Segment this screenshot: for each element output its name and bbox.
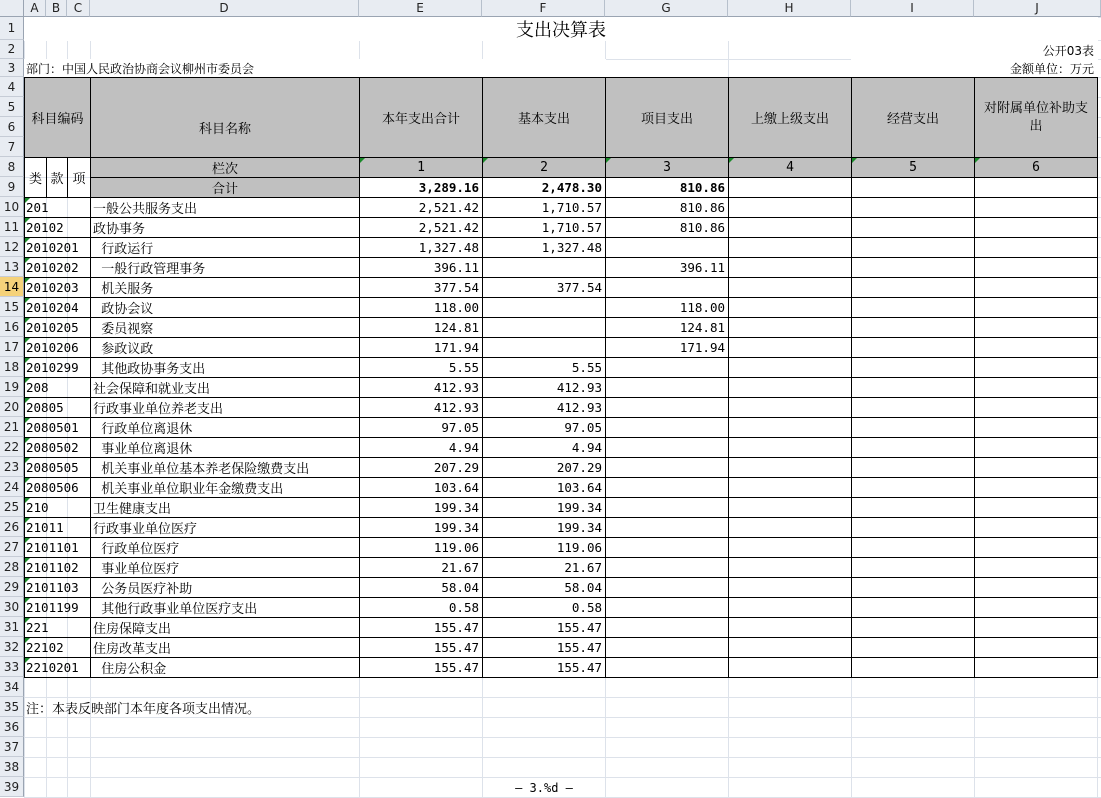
amount-basic: 0.58 bbox=[482, 597, 606, 618]
empty-cell bbox=[974, 297, 1098, 318]
amount-basic: 155.47 bbox=[482, 637, 606, 658]
empty-cell bbox=[728, 417, 852, 438]
form-code: 公开03表 bbox=[851, 40, 1098, 60]
subject-name: 一般行政管理事务 bbox=[90, 257, 360, 278]
row-header[interactable]: 7 bbox=[0, 137, 24, 157]
amount-project bbox=[605, 497, 729, 518]
subject-code: 2010202 bbox=[24, 257, 91, 278]
empty-cell bbox=[974, 437, 1098, 458]
empty-cell bbox=[974, 577, 1098, 598]
gridline-horizontal bbox=[24, 737, 1101, 738]
column-header[interactable]: I bbox=[851, 0, 974, 17]
empty-cell bbox=[974, 557, 1098, 578]
empty-cell bbox=[728, 377, 852, 398]
subject-code: 21011 bbox=[24, 517, 91, 538]
empty-cell bbox=[851, 437, 975, 458]
subject-code: 20805 bbox=[24, 397, 91, 418]
amount-basic: 1,710.57 bbox=[482, 217, 606, 238]
empty-cell bbox=[851, 557, 975, 578]
empty-cell bbox=[974, 637, 1098, 658]
amount-total: 155.47 bbox=[359, 657, 483, 678]
empty-cell bbox=[851, 497, 975, 518]
empty-cell bbox=[728, 517, 852, 538]
row-header[interactable]: 6 bbox=[0, 117, 24, 137]
amount-project bbox=[605, 277, 729, 298]
empty-cell bbox=[851, 237, 975, 258]
amount-basic: 97.05 bbox=[482, 417, 606, 438]
empty-cell bbox=[974, 217, 1098, 238]
amount-basic: 119.06 bbox=[482, 537, 606, 558]
subject-code: 2101199 bbox=[24, 597, 91, 618]
subject-name: 政协会议 bbox=[90, 297, 360, 318]
subject-code: 2010205 bbox=[24, 317, 91, 338]
amount-project bbox=[605, 477, 729, 498]
row-header[interactable]: 9 bbox=[0, 177, 24, 197]
empty-cell bbox=[728, 637, 852, 658]
empty-cell bbox=[728, 337, 852, 358]
subject-code: 201 bbox=[24, 197, 91, 218]
subject-code: 221 bbox=[24, 617, 91, 638]
amount-basic bbox=[482, 257, 606, 278]
subject-code: 2101101 bbox=[24, 537, 91, 558]
empty-cell bbox=[851, 657, 975, 678]
amount-project bbox=[605, 457, 729, 478]
amount-total: 0.58 bbox=[359, 597, 483, 618]
empty-cell bbox=[851, 457, 975, 478]
subject-name: 委员视察 bbox=[90, 317, 360, 338]
empty-cell bbox=[851, 477, 975, 498]
empty-cell bbox=[974, 457, 1098, 478]
amount-basic: 4.94 bbox=[482, 437, 606, 458]
amount-total: 118.00 bbox=[359, 297, 483, 318]
amount-total: 2,521.42 bbox=[359, 217, 483, 238]
subject-name: 住房保障支出 bbox=[90, 617, 360, 638]
row-header[interactable]: 11 bbox=[0, 217, 24, 237]
row-header[interactable]: 37 bbox=[0, 737, 24, 757]
header-total: 本年支出合计 bbox=[359, 77, 483, 158]
unit-label: 金额单位：万元 bbox=[851, 59, 1098, 78]
amount-project: 124.81 bbox=[605, 317, 729, 338]
empty-cell bbox=[851, 517, 975, 538]
header-kuan: 款 bbox=[46, 157, 68, 198]
project-sum: 810.86 bbox=[605, 177, 729, 198]
amount-basic bbox=[482, 297, 606, 318]
row-header[interactable]: 5 bbox=[0, 97, 24, 117]
row-header[interactable]: 23 bbox=[0, 457, 24, 477]
amount-project bbox=[605, 617, 729, 638]
subject-code: 20102 bbox=[24, 217, 91, 238]
empty-cell bbox=[728, 577, 852, 598]
amount-total: 119.06 bbox=[359, 537, 483, 558]
empty-cell bbox=[728, 557, 852, 578]
subject-name: 机关服务 bbox=[90, 277, 360, 298]
row-header[interactable]: 13 bbox=[0, 257, 24, 277]
empty-cell bbox=[728, 457, 852, 478]
header-business: 经营支出 bbox=[851, 77, 975, 158]
amount-total: 124.81 bbox=[359, 317, 483, 338]
empty-cell bbox=[851, 277, 975, 298]
empty-cell bbox=[974, 657, 1098, 678]
amount-basic: 155.47 bbox=[482, 657, 606, 678]
basic-sum: 2,478.30 bbox=[482, 177, 606, 198]
empty-cell bbox=[851, 357, 975, 378]
subject-code: 210 bbox=[24, 497, 91, 518]
empty-cell bbox=[974, 357, 1098, 378]
header-lei: 类 bbox=[24, 157, 47, 198]
header-subject-code: 科目编码 bbox=[24, 77, 91, 158]
amount-total: 199.34 bbox=[359, 497, 483, 518]
amount-project bbox=[605, 537, 729, 558]
amount-total: 4.94 bbox=[359, 437, 483, 458]
subject-name: 机关事业单位职业年金缴费支出 bbox=[90, 477, 360, 498]
subject-code: 2101102 bbox=[24, 557, 91, 578]
row-header[interactable]: 27 bbox=[0, 537, 24, 557]
amount-project: 810.86 bbox=[605, 197, 729, 218]
row-header[interactable]: 22 bbox=[0, 437, 24, 457]
amount-basic: 58.04 bbox=[482, 577, 606, 598]
empty-cell bbox=[728, 257, 852, 278]
subject-name: 参政议政 bbox=[90, 337, 360, 358]
row-header[interactable]: 32 bbox=[0, 637, 24, 657]
subject-name: 政协事务 bbox=[90, 217, 360, 238]
amount-basic: 1,710.57 bbox=[482, 197, 606, 218]
table-note: 注：本表反映部门本年度各项支出情况。 bbox=[26, 702, 261, 717]
amount-basic: 21.67 bbox=[482, 557, 606, 578]
amount-total: 412.93 bbox=[359, 377, 483, 398]
column-header[interactable]: E bbox=[359, 0, 482, 17]
subject-name: 机关事业单位基本养老保险缴费支出 bbox=[90, 457, 360, 478]
empty-cell bbox=[851, 297, 975, 318]
subject-name: 社会保障和就业支出 bbox=[90, 377, 360, 398]
amount-basic: 199.34 bbox=[482, 497, 606, 518]
amount-project: 118.00 bbox=[605, 297, 729, 318]
empty-cell bbox=[974, 497, 1098, 518]
subject-code: 2101103 bbox=[24, 577, 91, 598]
column-number: 2 bbox=[482, 157, 606, 178]
empty-cell bbox=[728, 217, 852, 238]
empty-cell bbox=[728, 597, 852, 618]
empty-cell bbox=[728, 497, 852, 518]
empty-cell bbox=[728, 357, 852, 378]
column-number: 3 bbox=[605, 157, 729, 178]
subject-code: 2010206 bbox=[24, 337, 91, 358]
amount-project: 171.94 bbox=[605, 337, 729, 358]
empty-cell bbox=[974, 177, 1098, 198]
row-header[interactable]: 31 bbox=[0, 617, 24, 637]
amount-project bbox=[605, 237, 729, 258]
amount-project bbox=[605, 377, 729, 398]
subject-code: 2080506 bbox=[24, 477, 91, 498]
subject-name: 行政事业单位养老支出 bbox=[90, 397, 360, 418]
empty-cell bbox=[851, 537, 975, 558]
amount-project bbox=[605, 637, 729, 658]
empty-cell bbox=[728, 477, 852, 498]
amount-basic bbox=[482, 317, 606, 338]
empty-cell bbox=[974, 477, 1098, 498]
amount-basic: 412.93 bbox=[482, 397, 606, 418]
row-header[interactable]: 35 bbox=[0, 697, 24, 717]
empty-cell bbox=[851, 377, 975, 398]
row-header[interactable]: 25 bbox=[0, 497, 24, 517]
subject-code: 2210201 bbox=[24, 657, 91, 678]
column-header[interactable]: C bbox=[67, 0, 90, 17]
subject-name: 其他政协事务支出 bbox=[90, 357, 360, 378]
header-subject-name: 科目名称 bbox=[90, 77, 360, 178]
empty-cell bbox=[728, 397, 852, 418]
header-subsidy: 对附属单位补助支出 bbox=[974, 77, 1098, 158]
empty-cell bbox=[728, 317, 852, 338]
amount-project bbox=[605, 397, 729, 418]
amount-total: 199.34 bbox=[359, 517, 483, 538]
subject-name: 一般公共服务支出 bbox=[90, 197, 360, 218]
column-header[interactable]: D bbox=[90, 0, 359, 17]
amount-total: 58.04 bbox=[359, 577, 483, 598]
amount-project bbox=[605, 517, 729, 538]
amount-project bbox=[605, 657, 729, 678]
empty-cell bbox=[851, 417, 975, 438]
row-header[interactable]: 17 bbox=[0, 337, 24, 357]
subject-code: 2010204 bbox=[24, 297, 91, 318]
row-header[interactable]: 12 bbox=[0, 237, 24, 257]
row-header[interactable]: 21 bbox=[0, 417, 24, 437]
subject-name: 其他行政事业单位医疗支出 bbox=[90, 597, 360, 618]
amount-total: 171.94 bbox=[359, 337, 483, 358]
column-number: 1 bbox=[359, 157, 483, 178]
row-header[interactable]: 24 bbox=[0, 477, 24, 497]
column-header[interactable]: A bbox=[24, 0, 46, 17]
header-project: 项目支出 bbox=[605, 77, 729, 158]
row-header[interactable]: 36 bbox=[0, 717, 24, 737]
empty-cell bbox=[974, 537, 1098, 558]
empty-cell bbox=[851, 217, 975, 238]
amount-basic: 5.55 bbox=[482, 357, 606, 378]
empty-cell bbox=[851, 337, 975, 358]
amount-total: 412.93 bbox=[359, 397, 483, 418]
empty-cell bbox=[851, 257, 975, 278]
amount-total: 396.11 bbox=[359, 257, 483, 278]
amount-basic: 103.64 bbox=[482, 477, 606, 498]
column-header[interactable]: F bbox=[482, 0, 605, 17]
row-header[interactable]: 30 bbox=[0, 597, 24, 617]
amount-project bbox=[605, 417, 729, 438]
amount-total: 2,521.42 bbox=[359, 197, 483, 218]
row-header[interactable]: 10 bbox=[0, 197, 24, 217]
amount-project: 396.11 bbox=[605, 257, 729, 278]
column-header[interactable]: G bbox=[605, 0, 728, 17]
amount-total: 1,327.48 bbox=[359, 237, 483, 258]
amount-total: 103.64 bbox=[359, 477, 483, 498]
empty-cell bbox=[851, 397, 975, 418]
subject-name: 住房改革支出 bbox=[90, 637, 360, 658]
row-header[interactable]: 39 bbox=[0, 777, 24, 797]
amount-total: 5.55 bbox=[359, 357, 483, 378]
subject-code: 22102 bbox=[24, 637, 91, 658]
amount-project bbox=[605, 597, 729, 618]
amount-project bbox=[605, 437, 729, 458]
row-header[interactable]: 2 bbox=[0, 40, 24, 59]
empty-cell bbox=[728, 617, 852, 638]
subject-name: 住房公积金 bbox=[90, 657, 360, 678]
subject-code: 208 bbox=[24, 377, 91, 398]
empty-cell bbox=[728, 437, 852, 458]
subject-name: 卫生健康支出 bbox=[90, 497, 360, 518]
amount-project: 810.86 bbox=[605, 217, 729, 238]
amount-total: 21.67 bbox=[359, 557, 483, 578]
empty-cell bbox=[728, 177, 852, 198]
row-header[interactable]: 38 bbox=[0, 757, 24, 777]
empty-cell bbox=[974, 597, 1098, 618]
empty-cell bbox=[851, 177, 975, 198]
total-sum: 3,289.16 bbox=[359, 177, 483, 198]
empty-cell bbox=[728, 237, 852, 258]
empty-cell bbox=[974, 517, 1098, 538]
empty-cell bbox=[851, 197, 975, 218]
column-number: 5 bbox=[851, 157, 975, 178]
header-basic: 基本支出 bbox=[482, 77, 606, 158]
empty-cell bbox=[728, 197, 852, 218]
row-header[interactable]: 18 bbox=[0, 357, 24, 377]
column-header[interactable]: B bbox=[46, 0, 67, 17]
column-number: 6 bbox=[974, 157, 1098, 178]
row-header[interactable]: 19 bbox=[0, 377, 24, 397]
empty-cell bbox=[728, 297, 852, 318]
header-lanci: 栏次 bbox=[90, 157, 360, 178]
row-header[interactable]: 34 bbox=[0, 677, 24, 697]
empty-cell bbox=[851, 637, 975, 658]
empty-cell bbox=[851, 597, 975, 618]
empty-cell bbox=[728, 657, 852, 678]
empty-cell bbox=[974, 197, 1098, 218]
subject-code: 2010201 bbox=[24, 237, 91, 258]
subject-code: 2080501 bbox=[24, 417, 91, 438]
subject-code: 2010299 bbox=[24, 357, 91, 378]
subject-name: 行政单位医疗 bbox=[90, 537, 360, 558]
row-header[interactable]: 8 bbox=[0, 157, 24, 177]
amount-basic: 1,327.48 bbox=[482, 237, 606, 258]
empty-cell bbox=[851, 577, 975, 598]
amount-basic: 207.29 bbox=[482, 457, 606, 478]
header-xiang: 项 bbox=[67, 157, 91, 198]
empty-cell bbox=[974, 277, 1098, 298]
amount-total: 155.47 bbox=[359, 637, 483, 658]
row-header[interactable]: 26 bbox=[0, 517, 24, 537]
subject-code: 2080505 bbox=[24, 457, 91, 478]
subject-code: 2010203 bbox=[24, 277, 91, 298]
row-header[interactable]: 33 bbox=[0, 657, 24, 677]
subject-name: 行政事业单位医疗 bbox=[90, 517, 360, 538]
empty-cell bbox=[974, 377, 1098, 398]
column-number: 4 bbox=[728, 157, 852, 178]
column-header[interactable]: J bbox=[974, 0, 1101, 17]
amount-total: 97.05 bbox=[359, 417, 483, 438]
subject-code: 2080502 bbox=[24, 437, 91, 458]
row-header[interactable]: 15 bbox=[0, 297, 24, 317]
amount-basic: 155.47 bbox=[482, 617, 606, 638]
subject-name: 行政单位离退休 bbox=[90, 417, 360, 438]
gridline-horizontal bbox=[24, 757, 1101, 758]
empty-cell bbox=[974, 417, 1098, 438]
amount-basic: 377.54 bbox=[482, 277, 606, 298]
empty-cell bbox=[851, 317, 975, 338]
row-header[interactable]: 3 bbox=[0, 59, 24, 77]
empty-cell bbox=[851, 617, 975, 638]
row-header[interactable]: 1 bbox=[0, 17, 24, 40]
department-label: 部门：中国人民政治协商会议柳州市委员会 bbox=[24, 59, 606, 78]
row-header[interactable]: 16 bbox=[0, 317, 24, 337]
row-header[interactable]: 29 bbox=[0, 577, 24, 597]
amount-total: 207.29 bbox=[359, 457, 483, 478]
row-header[interactable]: 4 bbox=[0, 77, 24, 97]
subject-name: 行政运行 bbox=[90, 237, 360, 258]
empty-cell bbox=[728, 277, 852, 298]
empty-cell bbox=[974, 617, 1098, 638]
row-header[interactable]: 14 bbox=[0, 277, 24, 297]
empty-cell bbox=[974, 397, 1098, 418]
row-header[interactable]: 28 bbox=[0, 557, 24, 577]
header-heji: 合计 bbox=[90, 177, 360, 198]
amount-basic bbox=[482, 337, 606, 358]
amount-project bbox=[605, 577, 729, 598]
empty-cell bbox=[974, 317, 1098, 338]
sheet-title: 支出决算表 bbox=[24, 17, 1098, 41]
page-footer: — 3.%d — bbox=[515, 780, 573, 795]
subject-name: 事业单位医疗 bbox=[90, 557, 360, 578]
amount-total: 377.54 bbox=[359, 277, 483, 298]
empty-cell bbox=[974, 257, 1098, 278]
empty-cell bbox=[728, 537, 852, 558]
row-header[interactable]: 20 bbox=[0, 397, 24, 417]
empty-cell bbox=[974, 337, 1098, 358]
amount-project bbox=[605, 557, 729, 578]
column-header[interactable]: H bbox=[728, 0, 851, 17]
amount-basic: 412.93 bbox=[482, 377, 606, 398]
amount-basic: 199.34 bbox=[482, 517, 606, 538]
amount-project bbox=[605, 357, 729, 378]
header-upper: 上缴上级支出 bbox=[728, 77, 852, 158]
amount-total: 155.47 bbox=[359, 617, 483, 638]
empty-cell bbox=[974, 237, 1098, 258]
subject-name: 事业单位离退休 bbox=[90, 437, 360, 458]
select-all-corner[interactable] bbox=[0, 0, 24, 17]
subject-name: 公务员医疗补助 bbox=[90, 577, 360, 598]
